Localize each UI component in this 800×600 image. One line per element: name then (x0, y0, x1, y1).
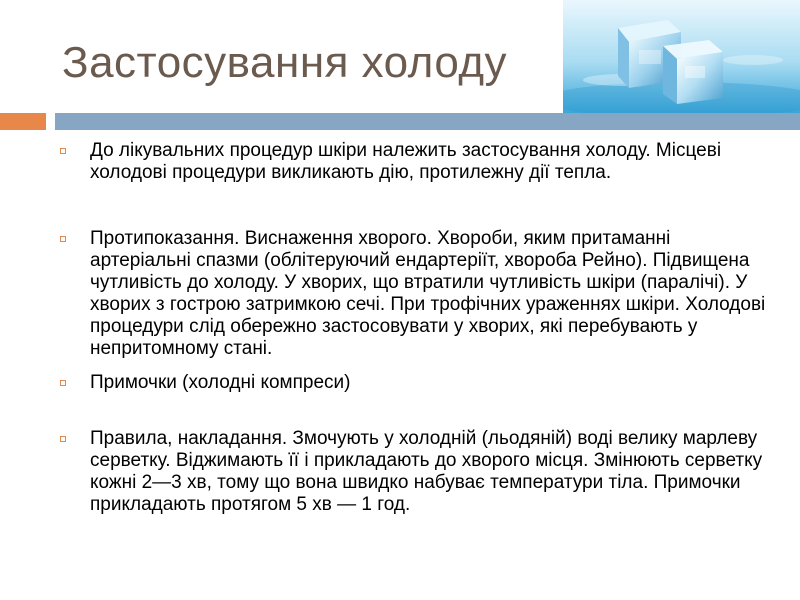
square-bullet-icon (60, 148, 66, 154)
slide-title: Застосування холоду (62, 38, 508, 87)
list-item (58, 372, 768, 394)
square-bullet-icon (60, 380, 66, 386)
list-item-text: Примочки (холодні компреси) (90, 372, 351, 393)
square-bullet-icon (60, 436, 66, 442)
accent-bar-blue (55, 113, 800, 130)
list-item-text: Правила, накладання. Змочують у холодній (льодяній) воді велику марлеву серветку. Віджимають її і прикладають до хворого місця. Змінюють серветку кожні 2—3 хв, тому що вона швидко набуває температури тіла. Примочки прикладають протягом 5 хв — 1 год. (90, 428, 763, 515)
list-item-text: Протипоказання. Виснаження хворого. Хвороби, яким притаманні артеріальні спазми (облітеруючий ендартеріїт, хвороба Рейно). Підвищена чутливість до холоду. У хворих, що втратили чутливість шкіри (паралічі). У хворих з гострою затримкою сечі. При трофічних ураженнях шкіри. Холодові процедури слід обережно застосовувати у хворих, які перебувають у непритомному стані. (90, 228, 766, 359)
list-item (58, 428, 768, 516)
bullet-list (58, 140, 768, 516)
list-item-text: До лікувальних процедур шкіри належить застосування холоду. Місцеві холодові процедури викликають дію, протилежну дії тепла. (90, 140, 722, 183)
accent-bar-orange (0, 113, 46, 130)
ice-cubes-image (563, 0, 800, 113)
square-bullet-icon (60, 236, 66, 242)
list-item (58, 140, 768, 184)
list-item (58, 228, 768, 360)
